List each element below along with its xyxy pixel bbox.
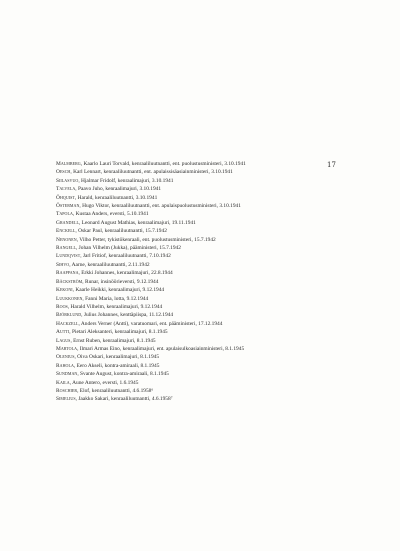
entry-surname: Simelius bbox=[56, 396, 76, 403]
entry-surname: Olenius bbox=[56, 354, 75, 361]
entry-surname: Bäckström bbox=[56, 278, 83, 285]
entry-details: , Anders Verner (Antti), varatuomari, ent. pääministeri, 17.12.1944 bbox=[78, 320, 223, 327]
entry-details: , Aarne, kenraaliluutnantti, 2.11.1942 bbox=[69, 261, 150, 268]
list-item bbox=[56, 353, 351, 361]
list-item bbox=[56, 185, 351, 193]
entry-surname: Rangell bbox=[56, 245, 76, 252]
entry-surname: Björklund bbox=[56, 312, 82, 319]
entry-surname: Autti bbox=[56, 329, 70, 336]
entry-surname: Lundqvist bbox=[56, 253, 81, 260]
entry-surname: Sundman bbox=[56, 371, 78, 378]
entry-details: , Kaarle Heikki, kenraalimajuri, 9.12.1944 bbox=[72, 287, 165, 294]
list-item bbox=[56, 236, 351, 244]
entry-surname: Enckell bbox=[56, 228, 76, 235]
list-item bbox=[56, 160, 351, 168]
entry-surname: Oesch bbox=[56, 169, 71, 176]
entry-details: , Eero Akseli, kontra-amiraali, 8.1.1945 bbox=[73, 362, 160, 369]
entry-surname: Grandell bbox=[56, 219, 79, 226]
entry-surname: Nenonen bbox=[56, 236, 77, 243]
entry-surname: Rahola bbox=[56, 362, 74, 369]
list-item bbox=[56, 252, 351, 260]
list-item bbox=[56, 278, 351, 286]
entry-details: , Harald, kenraaliluutnantti, 3.10.1941 bbox=[74, 194, 158, 201]
entry-details: , Elof, kenraaliluutnantti, 4.6.1958⁶ bbox=[77, 387, 154, 394]
list-item bbox=[56, 320, 351, 328]
entry-details: , Pietari Aleksanteri, kenraalimajuri, 8.1.1945 bbox=[69, 329, 168, 336]
entry-details: , Fanni Maria, lotta, 9.12.1944 bbox=[82, 295, 149, 302]
entry-surname: Tapola bbox=[56, 211, 73, 218]
list-item bbox=[56, 194, 351, 202]
list-item bbox=[56, 370, 351, 378]
entry-details: , Svante August, kontra-amiraali, 8.1.1945 bbox=[77, 371, 169, 378]
entry-surname: Kekoni bbox=[56, 287, 73, 294]
entry-surname: Roos bbox=[56, 303, 68, 310]
list-item bbox=[56, 227, 351, 235]
entry-details: , Runar, insinöörieversti, 9.12.1944 bbox=[82, 278, 159, 285]
entry-details: , Hjalmar Fridolf, kenraalimajuri, 3.10.1941 bbox=[78, 177, 174, 184]
list-item bbox=[56, 311, 351, 319]
list-item bbox=[56, 328, 351, 336]
entry-details: , Jarl Fritiof, kenraaliluutnantti, 7.10.1942 bbox=[80, 253, 171, 260]
entry-surname: Talvela bbox=[56, 186, 76, 193]
entry-details: , Harald Vilhelm, kenraalimajuri, 9.12.1944 bbox=[67, 303, 163, 310]
list-item bbox=[56, 261, 351, 269]
list-item bbox=[56, 168, 351, 176]
list-item bbox=[56, 286, 351, 294]
entry-surname: Lagus bbox=[56, 337, 71, 344]
page-number: 17 bbox=[327, 161, 336, 169]
entry-details: , Johan Vilhelm (Jukka), pääministeri, 15.7.1942 bbox=[75, 245, 181, 252]
entry-surname: Sihvo bbox=[56, 261, 70, 268]
list-item bbox=[56, 295, 351, 303]
entry-details: , Ernst Ruben, kenraalimajuri, 8.1.1945 bbox=[70, 337, 156, 344]
entry-surname: Öhquist bbox=[56, 194, 75, 201]
entry-details: , Julius Johannes, kenttäpiispa, 11.12.1944 bbox=[81, 312, 174, 319]
list-item bbox=[56, 244, 351, 252]
list-item bbox=[56, 219, 351, 227]
list-item bbox=[56, 269, 351, 277]
entry-details: , Vilho Petter, tykistökenraali, ent. puolustusministeri, 15.7.1942 bbox=[76, 236, 216, 243]
entry-surname: Raappana bbox=[56, 270, 79, 277]
entry-surname: Hackzell bbox=[56, 320, 79, 327]
list-item bbox=[56, 303, 351, 311]
entry-surname: Malmberg bbox=[56, 161, 81, 167]
entry-surname: Kaila bbox=[56, 379, 70, 386]
entry-details: , Ilmari Armas Eino, kenraalimajuri, ent. apulaisulkoasiainministeri, 8.1.1945 bbox=[77, 345, 245, 352]
list-item bbox=[56, 337, 351, 345]
entry-details: , Oskar Paul, kenraaliluutnantti, 15.7.1942 bbox=[75, 228, 167, 235]
list-item bbox=[56, 387, 351, 395]
list-item bbox=[56, 202, 351, 210]
list-item bbox=[56, 379, 351, 387]
list-item bbox=[56, 395, 351, 403]
entry-details: , Erkki Johannes, kenraalimajuri, 22.8.1944 bbox=[78, 270, 173, 277]
entry-surname: Österman bbox=[56, 203, 80, 210]
entry-details: , Paavo Juho, kenraalimajuri, 3.10.1941 bbox=[75, 186, 162, 193]
entry-surname: Siilasvuo bbox=[56, 177, 79, 184]
entry-surname: Martola bbox=[56, 345, 78, 352]
entry-details: , Leonard August Mathias, kenraalimajuri, 19.11.1941 bbox=[78, 219, 196, 226]
list-item bbox=[56, 362, 351, 370]
entry-surname: Roschier bbox=[56, 387, 78, 394]
entry-details: , Karl Lennart, kenraaliluutnantti, ent. apulaissisäasiainministeri, 3.10.1941 bbox=[70, 169, 233, 176]
entry-details: , Jaakko Sakari, kenraaliluutnantti, 4.6.1958⁷ bbox=[75, 396, 173, 403]
entry-details: , Aune Antero, eversti, 1.6.1945 bbox=[69, 379, 139, 386]
entry-details: , Oiva Oskari, kenraalimajuri, 8.1.1945 bbox=[74, 354, 160, 361]
list-item bbox=[56, 345, 351, 353]
entry-details: , Hugo Viktor, kenraaliluutnantti, ent. apulaispuolustusministeri, 3.10.1941 bbox=[79, 203, 241, 210]
entry-details: , Kustaa Anders, eversti, 5.10.1941 bbox=[72, 211, 149, 218]
list-item bbox=[56, 177, 351, 185]
entry-details: , Kaarlo Lauri Torvald, kenraaliluutnantti, ent. puolustusministeri, 3.10.1941 bbox=[80, 161, 246, 167]
entry-surname: Luukkonen bbox=[56, 295, 83, 302]
list-item bbox=[56, 210, 351, 218]
name-list bbox=[56, 160, 351, 404]
